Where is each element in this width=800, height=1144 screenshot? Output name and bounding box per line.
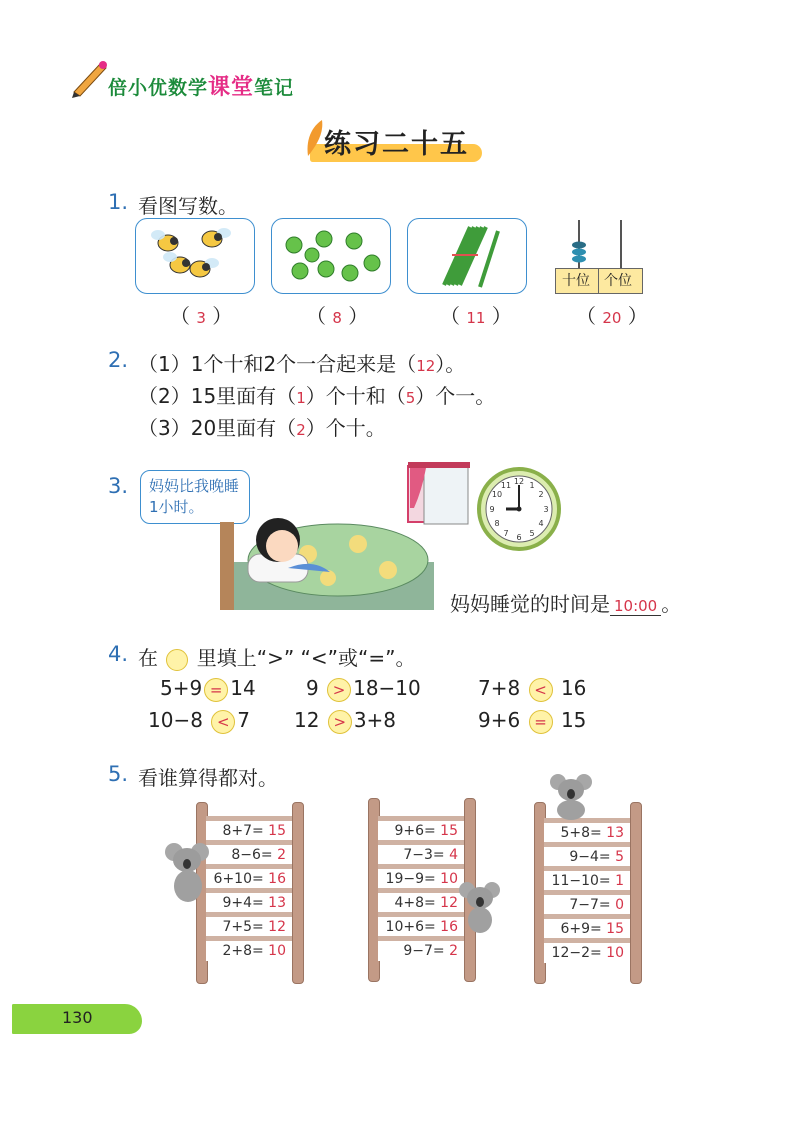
- speech-bubble-text: 妈妈比我晚睡1小时。: [149, 477, 240, 516]
- tennis-balls-icon: [272, 219, 390, 293]
- q2-number: 2.: [108, 348, 129, 372]
- clock-icon: [476, 466, 562, 552]
- clock-number: 11: [500, 481, 512, 490]
- ladder-rung: 11−10= 1: [544, 866, 630, 891]
- bees-icon: [136, 219, 254, 293]
- ladder-rung: 6+9= 15: [544, 914, 630, 939]
- abacus-labels: [555, 268, 643, 294]
- sticks-bundle-icon: [408, 219, 526, 293]
- ladder-rung: 8+7= 15: [206, 816, 292, 841]
- ladder-rung: 4+8= 12: [378, 888, 464, 913]
- q1-answer-2: （ 8 ）: [306, 304, 369, 328]
- q2-line-2: （2）15里面有（1）个十和（5）个一。: [138, 384, 496, 408]
- koala-icon: [458, 880, 502, 934]
- q1-answer-4: （ 20 ）: [576, 304, 648, 328]
- clock-number: 12: [513, 477, 525, 486]
- page-number: 130: [62, 1008, 93, 1027]
- q1-text: 看图写数。: [138, 194, 238, 218]
- sticks-picture: [407, 218, 527, 294]
- lesson-title: [300, 118, 490, 168]
- abacus-icon: [555, 218, 641, 274]
- page-title: 练习二十五: [324, 129, 469, 160]
- q4-text: 在 里填上“>” “<”或“=”。: [138, 646, 416, 670]
- bees-picture: [135, 218, 255, 294]
- clock-number: 10: [491, 490, 503, 499]
- ladder-rung: 19−9= 10: [378, 864, 464, 889]
- ladder-rung: 5+8= 13: [544, 818, 630, 843]
- pencil-logo-icon: [70, 58, 110, 98]
- ladder-rung: 7+5= 12: [206, 912, 292, 937]
- q4-item: 10−8 < 7: [148, 708, 251, 732]
- q1-answer-3: （ 11 ）: [440, 304, 512, 328]
- q5-text: 看谁算得都对。: [138, 766, 278, 790]
- clock-number: 6: [516, 533, 522, 542]
- ladder-rung: 9−7= 2: [378, 936, 464, 961]
- ladder-rung: 6+10= 16: [206, 864, 292, 889]
- ladder-rung: 10+6= 16: [378, 912, 464, 937]
- q4-item: 9 > 18−10: [306, 676, 421, 700]
- q2-line-1: （1）1个十和2个一合起来是（12）。: [138, 352, 466, 376]
- abacus-ones-label: 个位: [604, 273, 632, 289]
- q5-number: 5.: [108, 762, 129, 786]
- ladder-rung: 8−6= 2: [206, 840, 292, 865]
- koala-icon: [548, 772, 596, 820]
- q4-number: 4.: [108, 642, 129, 666]
- q2-line-3: （3）20里面有（2）个十。: [138, 416, 386, 440]
- balls-picture: [271, 218, 391, 294]
- ladder-rung: 7−3= 4: [378, 840, 464, 865]
- ladder-rung: 12−2= 10: [544, 938, 630, 963]
- q4-item: 7+8 < 16: [478, 676, 587, 700]
- ladder-1: [196, 802, 304, 982]
- ladder-rung: 2+8= 10: [206, 936, 292, 961]
- ladder-rung: 9+4= 13: [206, 888, 292, 913]
- clock-number: 9: [489, 505, 495, 514]
- brand-header: [70, 58, 330, 102]
- ladder-3: [534, 802, 642, 982]
- q1-answer-1: （ 3 ）: [170, 304, 233, 328]
- clock-number: 5: [529, 529, 535, 538]
- clock-number: 1: [529, 481, 535, 490]
- clock-number: 8: [494, 519, 500, 528]
- q3-sentence: 妈妈睡觉的时间是 10:00 。: [450, 592, 682, 616]
- clock-number: 7: [503, 529, 509, 538]
- q1-number: 1.: [108, 190, 129, 214]
- clock-number: 2: [538, 490, 544, 499]
- brand-title: 倍小优数学课堂笔记: [108, 75, 295, 100]
- koala-icon: [164, 840, 210, 904]
- q4-item: 9+6 = 15: [478, 708, 587, 732]
- ladder-rung: 9+6= 15: [378, 816, 464, 841]
- ladder-rung: 7−7= 0: [544, 890, 630, 915]
- clock-number: 4: [538, 519, 544, 528]
- window-curtain-icon: [404, 460, 474, 526]
- abacus-tens-label: 十位: [562, 273, 590, 289]
- ladder-rung: 9−4= 5: [544, 842, 630, 867]
- q4-item: 12 > 3+8: [294, 708, 397, 732]
- q4-item: 5+9 = 14: [160, 676, 256, 700]
- q3-number: 3.: [108, 474, 129, 498]
- abacus-picture: [555, 218, 641, 294]
- clock-number: 3: [543, 505, 549, 514]
